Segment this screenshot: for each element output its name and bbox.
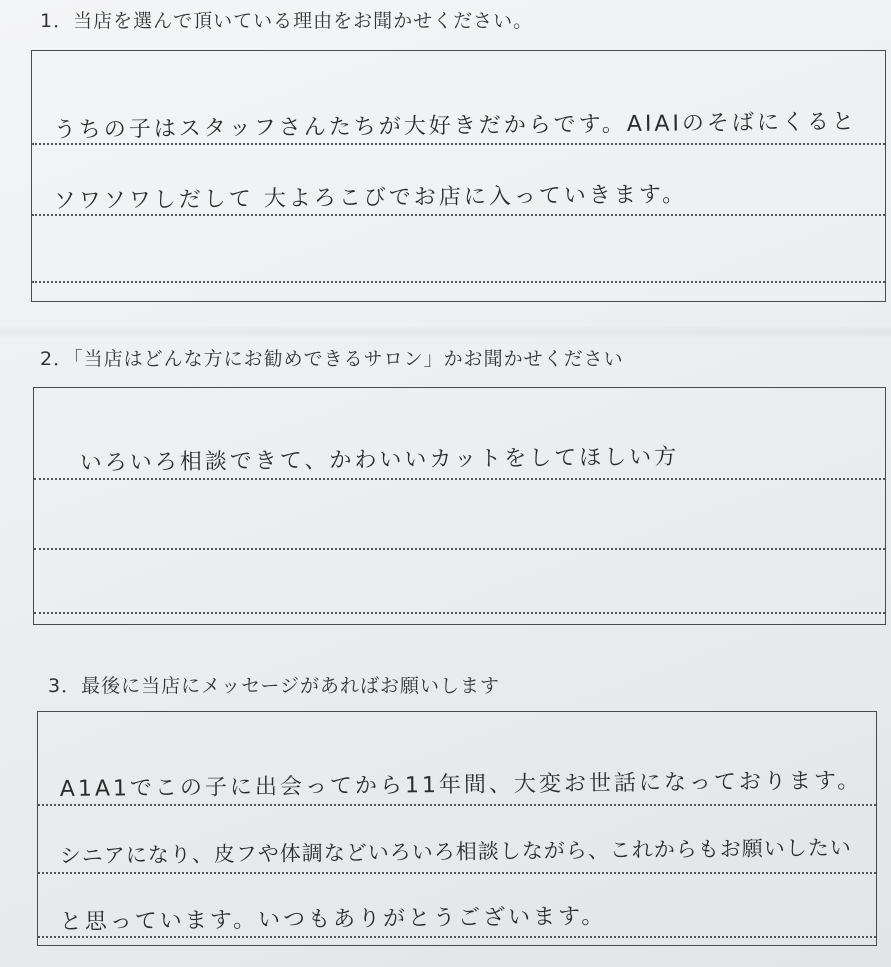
- answer-line: [32, 143, 885, 145]
- answer-line: [38, 804, 876, 806]
- answer-line: [34, 612, 885, 614]
- handwritten-answer-1-line-2: ソワソワしだして 大よろこびでお店に入っていきます。: [53, 182, 688, 215]
- handwritten-answer-1-line-1: うちの子はスタッフさんたちが大好きだからです。AIAIのそばにくると: [53, 109, 858, 144]
- question-2-label: 2．「当店はどんな方にお勧めできるサロン」かお聞かせください: [40, 348, 624, 370]
- handwritten-answer-3-line-1: A1A1でこの子に出会ってから11年間、大変お世話になっております。: [59, 768, 863, 803]
- answer-box-2: [33, 387, 886, 625]
- answer-box-3: [37, 711, 877, 946]
- answer-line: [34, 478, 885, 480]
- handwritten-answer-3-line-3: と思っています。いつもありがとうございます。: [59, 904, 607, 936]
- handwritten-answer-3-line-2: シニアになり、皮フや体調などいろいろ相談しながら、これからもお願いしたい: [59, 835, 852, 869]
- answer-line: [38, 872, 876, 874]
- answer-line: [38, 936, 876, 938]
- handwritten-answer-2-line-1: いろいろ相談できて、かわいいカットをしてほしい方: [79, 444, 680, 477]
- question-3-label: 3．最後に当店にメッセージがあればお願いします: [48, 675, 500, 697]
- paper-fold-shadow: [0, 325, 891, 339]
- question-1-label: 1．当店を選んで頂いている理由をお聞かせください。: [40, 10, 534, 32]
- answer-line: [34, 548, 885, 550]
- answer-line: [32, 281, 885, 283]
- answer-line: [32, 214, 885, 216]
- answer-box-1: [31, 50, 886, 302]
